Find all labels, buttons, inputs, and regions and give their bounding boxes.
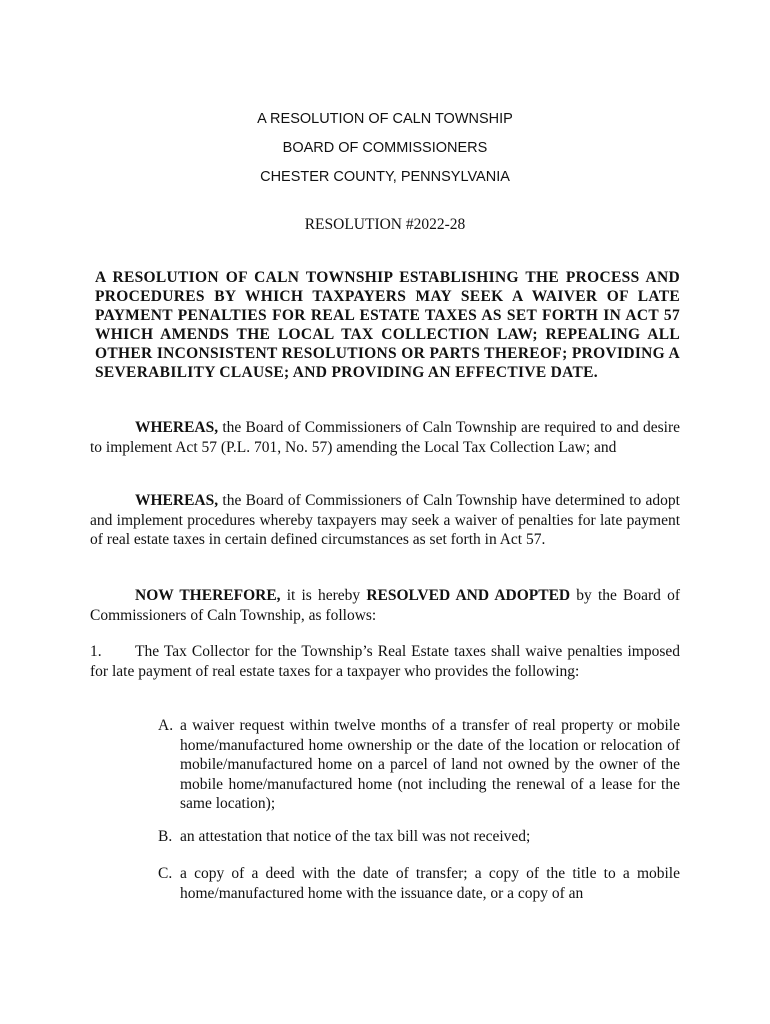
list-marker-b: B.	[158, 828, 173, 845]
section-1-text: The Tax Collector for the Township’s Real Estate taxes shall waive penalties imposed for late payment of real estate taxes for a taxpayer who provides the following:	[90, 643, 680, 680]
whereas-paragraph-1	[90, 418, 680, 457]
resolved-adopted: RESOLVED AND ADOPTED	[366, 587, 571, 604]
whereas-1-text: the Board of Commissioners of Caln Township are required to and desire to implement Act 57 (P.L. 701, No. 57) amending the Local Tax Collection Law; and	[90, 419, 680, 456]
header-line-2: BOARD OF COMMISSIONERS	[282, 140, 488, 156]
section-1-paragraph	[90, 642, 680, 681]
list-text-c: a copy of a deed with the date of transfer; a copy of the title to a mobile home/manufactured home with the issuance date, or a copy of an	[180, 865, 680, 902]
whereas-1-lead: WHEREAS,	[135, 419, 219, 436]
whereas-paragraph-2	[90, 491, 680, 550]
whereas-2-lead: WHEREAS,	[135, 492, 219, 509]
list-marker-a: A.	[158, 717, 174, 734]
list-text-a: a waiver request within twelve months of a transfer of real property or mobile home/manufactured home ownership or the date of the location or relocation of mobile/manufactured home on a parcel of land not owned by the owner of the mobile home/manufactured home (not including the renewal of a lease for the same location);	[180, 717, 680, 812]
header-line-3: CHESTER COUNTY, PENNSYLVANIA	[260, 169, 510, 185]
list-item-a	[158, 716, 680, 814]
list-item-c	[158, 864, 680, 903]
resolution-number: RESOLUTION #2022-28	[304, 216, 466, 233]
header-line-1: A RESOLUTION OF CALN TOWNSHIP	[257, 111, 513, 127]
now-therefore-tail: by the Board of Commissioners of Caln Township, as follows:	[90, 587, 680, 624]
list-item-b	[158, 827, 680, 847]
list-text-b: an attestation that notice of the tax bill was not received;	[180, 828, 531, 845]
now-therefore-paragraph	[90, 586, 680, 625]
resolution-title: A RESOLUTION OF CALN TOWNSHIP ESTABLISHING THE PROCESS AND PROCEDURES BY WHICH TAXPAYERS MAY SEEK A WAIVER OF LATE PAYMENT PENALTIES FOR REAL ESTATE TAXES AS SET FORTH IN ACT 57 WHICH AMENDS THE LOCAL TAX COLLECTION LAW; REPEALING ALL OTHER INCONSISTENT RESOLUTIONS OR PARTS THEREOF; PROVIDING A SEVERABILITY CLAUSE; AND PROVIDING AN EFFECTIVE DATE.	[95, 269, 680, 381]
now-therefore-mid: it is hereby	[280, 587, 367, 604]
section-1-number: 1.	[90, 643, 102, 660]
now-therefore-lead: NOW THEREFORE,	[135, 587, 281, 604]
whereas-2-text: the Board of Commissioners of Caln Township have determined to adopt and implement procedures whereby taxpayers may seek a waiver of penalties for late payment of real estate taxes in certain defined circumstances as set forth in Act 57.	[90, 492, 680, 548]
list-marker-c: C.	[158, 865, 173, 882]
